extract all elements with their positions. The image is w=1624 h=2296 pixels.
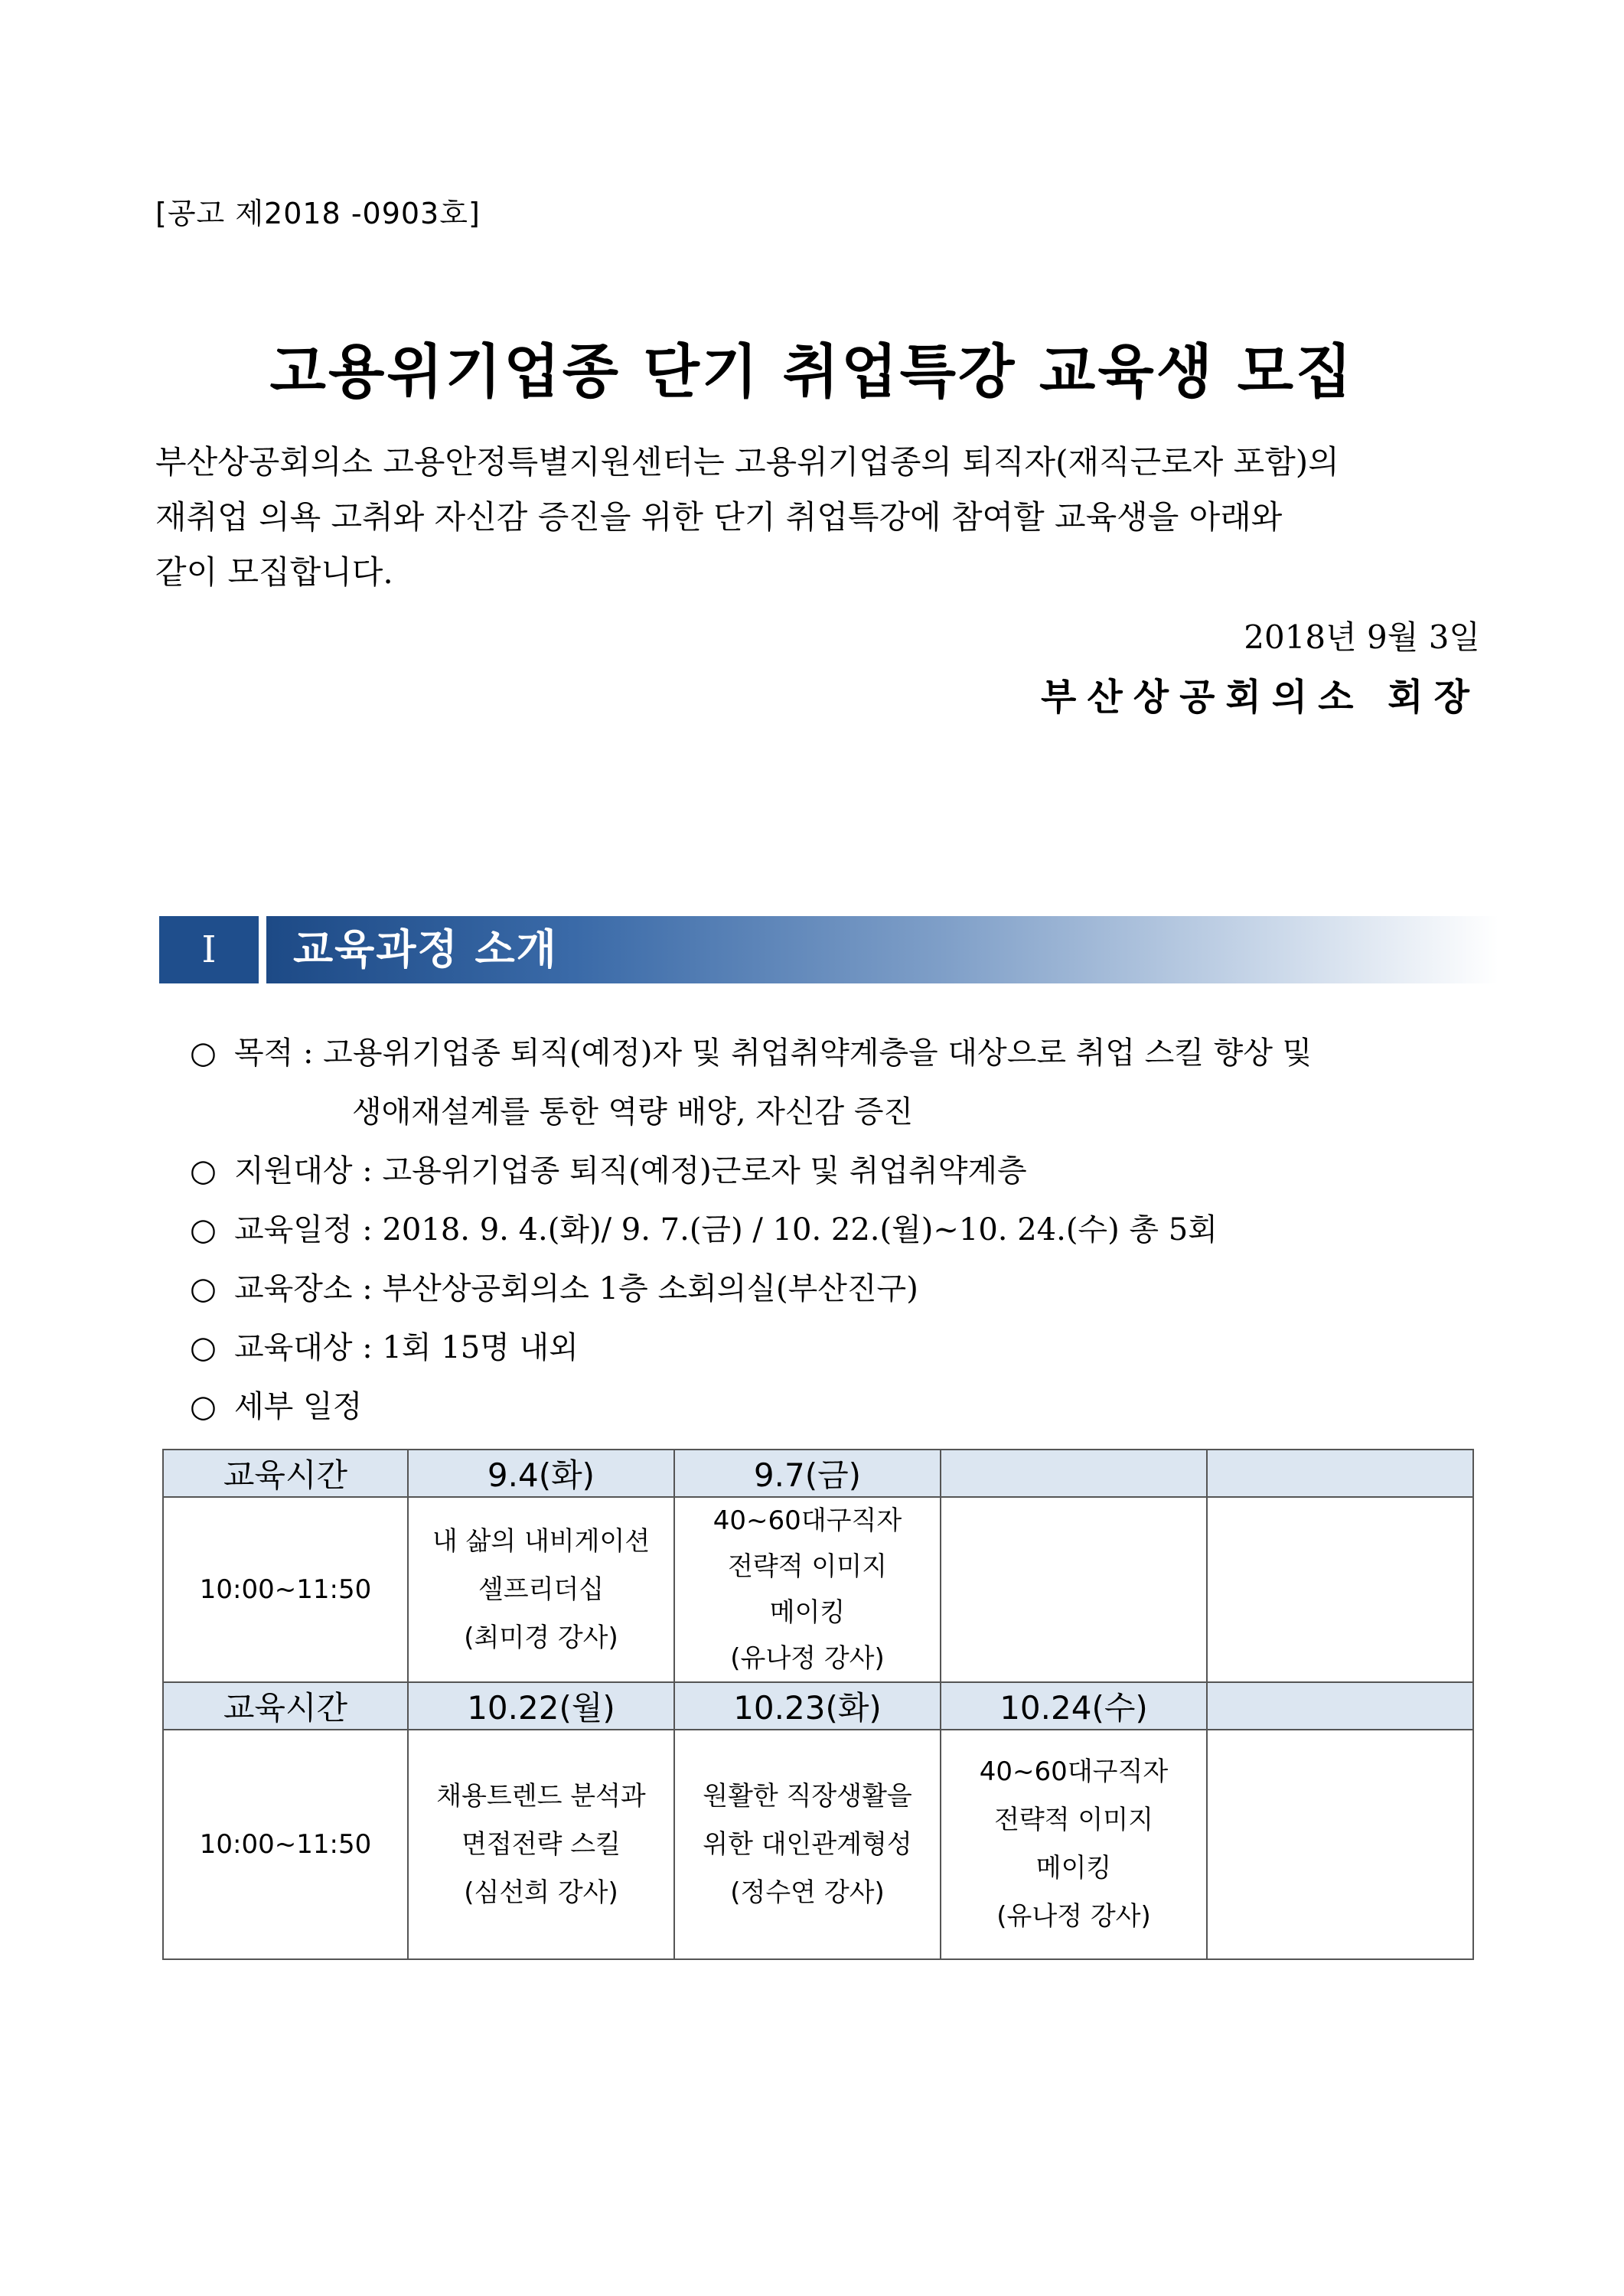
session-line: 면접전략 스킬 xyxy=(461,1828,621,1860)
intro-line: 부산상공회의소 고용안정특별지원센터는 고용위기업종의 퇴직자(재직근로자 포함)의 xyxy=(155,443,1339,481)
session-line: (유나정 강사) xyxy=(996,1901,1151,1932)
table-header-cell xyxy=(1207,1682,1473,1730)
session-cell xyxy=(674,1730,941,1959)
venue-text: 교육장소 : 부산상공회의소 1층 소회의실(부산진구) xyxy=(234,1271,918,1306)
bullet-detail xyxy=(190,1378,1491,1437)
session-line: 40~60대구직자 xyxy=(979,1756,1169,1787)
table-header-row xyxy=(163,1450,1473,1497)
session-line: (최미경 강사) xyxy=(464,1622,618,1653)
empty-cell xyxy=(1207,1497,1473,1682)
bullet-circle-icon: ○ xyxy=(190,1035,217,1071)
bullet-capacity xyxy=(190,1319,1491,1378)
detail-text: 세부 일정 xyxy=(234,1389,363,1424)
purpose-continuation: 생애재설계를 통한 역량 배양, 자신감 증진 xyxy=(352,1094,914,1130)
session-line: 메이킹 xyxy=(1035,1853,1112,1883)
table-header-cell xyxy=(941,1450,1207,1497)
session-line: (심선희 강사) xyxy=(464,1877,618,1908)
session-cell xyxy=(408,1497,674,1682)
bullet-circle-icon: ○ xyxy=(190,1271,217,1306)
session-line: 전략적 이미지 xyxy=(994,1805,1153,1835)
session-line: (유나정 강사) xyxy=(730,1643,885,1674)
session-line: 채용트렌드 분석과 xyxy=(436,1780,646,1812)
notice-number: [공고 제2018 -0903호] xyxy=(155,197,481,230)
intro-paragraph xyxy=(155,435,1472,600)
session-cell xyxy=(674,1497,941,1682)
intro-line: 같이 모집합니다. xyxy=(155,553,393,591)
session-line: 위한 대인관계형성 xyxy=(703,1828,912,1860)
time-cell: 10:00~11:50 xyxy=(163,1730,408,1959)
bullet-purpose xyxy=(190,1024,1491,1083)
table-header-cell: 10.23(화) xyxy=(674,1682,941,1730)
table-row xyxy=(163,1497,1473,1682)
bullet-venue xyxy=(190,1260,1491,1319)
table-header-cell: 교육시간 xyxy=(163,1682,408,1730)
session-cell xyxy=(408,1730,674,1959)
table-header-cell xyxy=(1207,1450,1473,1497)
table-header-cell: 9.7(금) xyxy=(674,1450,941,1497)
session-line: 셀프리더십 xyxy=(478,1574,605,1605)
table-header-cell: 교육시간 xyxy=(163,1450,408,1497)
empty-cell xyxy=(941,1497,1207,1682)
section-title: 교육과정 소개 xyxy=(293,925,558,974)
schedule-text: 교육일정 : 2018. 9. 4.(화)/ 9. 7.(금) / 10. 22.(월)~10. 24.(수) 총 5회 xyxy=(234,1212,1218,1247)
purpose-text: 목적 : 고용위기업종 퇴직(예정)자 및 취업취약계층을 대상으로 취업 스킬 향상 및 xyxy=(234,1035,1313,1071)
schedule-table xyxy=(162,1449,1474,1960)
session-line: 원활한 직장생활을 xyxy=(703,1780,912,1812)
bullet-circle-icon: ○ xyxy=(190,1153,217,1189)
table-header-row xyxy=(163,1682,1473,1730)
bullet-circle-icon: ○ xyxy=(190,1212,217,1247)
target-text: 지원대상 : 고용위기업종 퇴직(예정)근로자 및 취업취약계층 xyxy=(234,1153,1027,1189)
bullet-schedule xyxy=(190,1201,1491,1260)
table-row xyxy=(163,1730,1473,1959)
course-info-list xyxy=(190,1024,1491,1437)
section-number: Ⅰ xyxy=(159,916,259,983)
bullet-circle-icon: ○ xyxy=(190,1389,217,1424)
session-line: (정수연 강사) xyxy=(730,1877,885,1908)
intro-line: 재취업 의욕 고취와 자신감 증진을 위한 단기 취업특강에 참여할 교육생을 아래와 xyxy=(155,498,1283,536)
issue-date: 2018년 9월 3일 xyxy=(1244,618,1480,656)
session-line: 40~60대구직자 xyxy=(713,1505,902,1536)
session-line: 메이킹 xyxy=(769,1597,846,1628)
bullet-circle-icon: ○ xyxy=(190,1330,217,1365)
time-cell: 10:00~11:50 xyxy=(163,1497,408,1682)
table-header-cell: 10.24(수) xyxy=(941,1682,1207,1730)
empty-cell xyxy=(1207,1730,1473,1959)
page-title: 고용위기업종 단기 취업특강 교육생 모집 xyxy=(269,338,1355,406)
capacity-text: 교육대상 : 1회 15명 내외 xyxy=(234,1330,579,1365)
session-line: 전략적 이미지 xyxy=(728,1551,887,1582)
table-header-cell: 9.4(화) xyxy=(408,1450,674,1497)
session-line: 내 삶의 내비게이션 xyxy=(432,1525,651,1557)
table-header-cell: 10.22(월) xyxy=(408,1682,674,1730)
bullet-target xyxy=(190,1142,1491,1201)
issuer: 부산상공회의소 회장 xyxy=(1040,676,1480,719)
session-cell xyxy=(941,1730,1207,1959)
